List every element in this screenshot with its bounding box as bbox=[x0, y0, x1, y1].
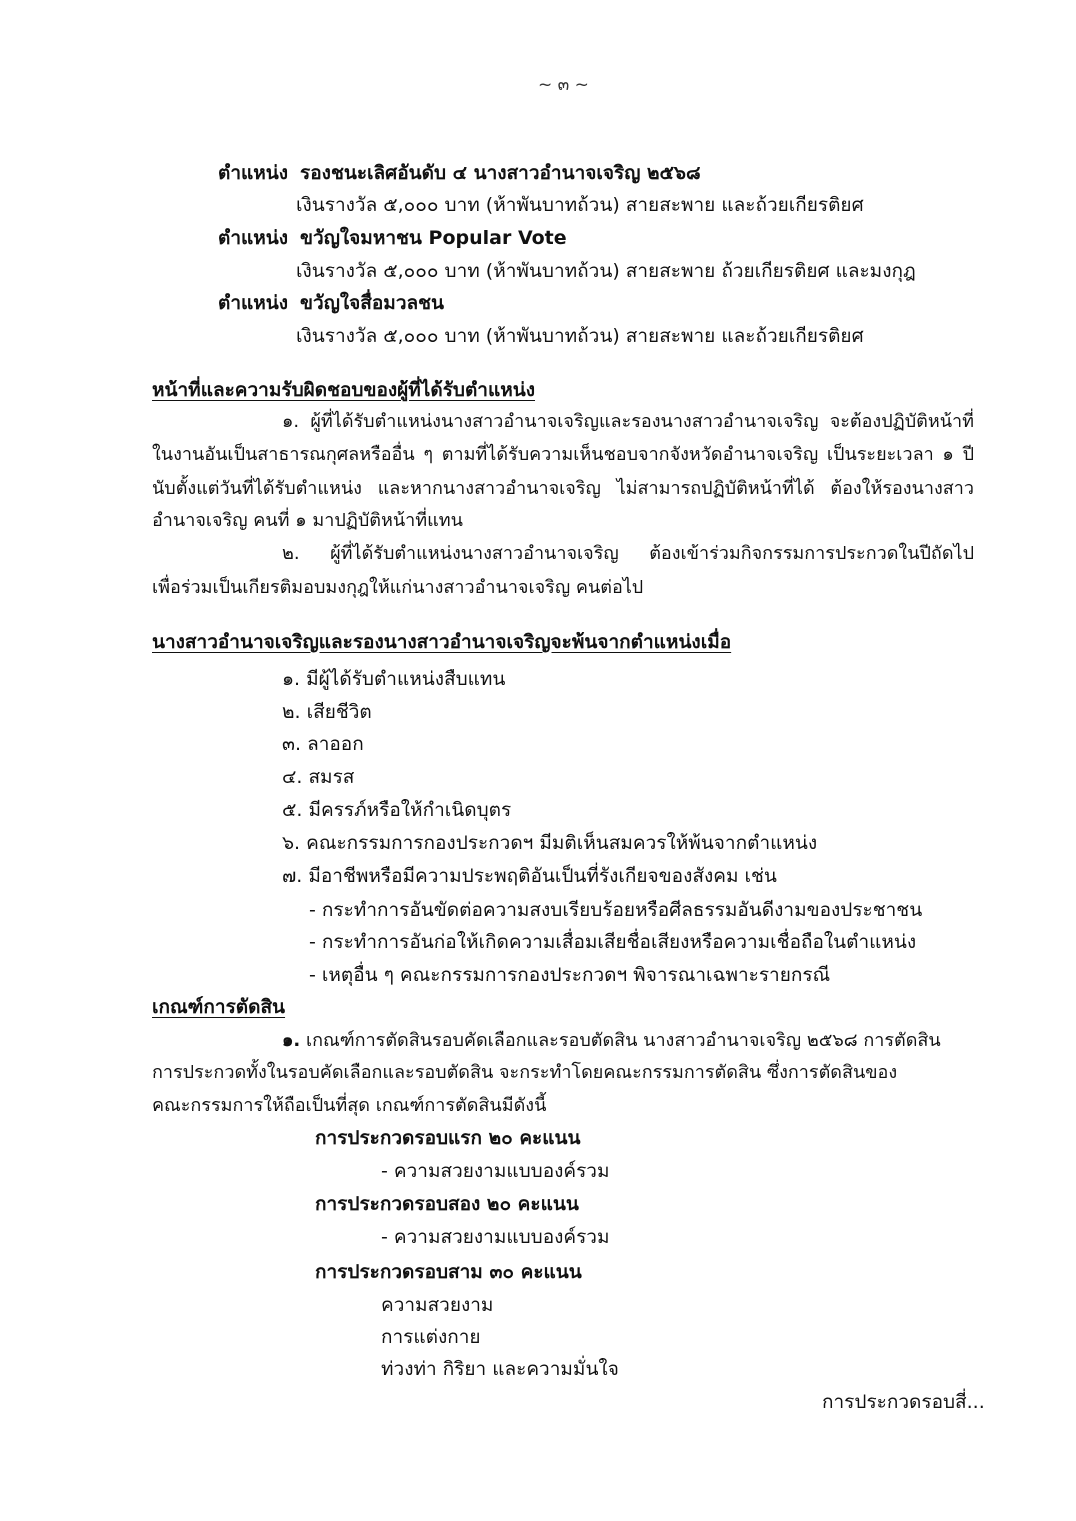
round-3-item-1: ความสวยงาม bbox=[381, 1294, 494, 1316]
criteria-intro-text: เกณฑ์การตัดสินรอบคัดเลือกและรอบตัดสิน นางสาวอำนาจเจริญ ๒๕๖๘ การตัดสิน bbox=[300, 1030, 941, 1051]
duties-heading: หน้าที่และความรับผิดชอบของผู้ที่ได้รับตำแหน่ง bbox=[152, 379, 536, 401]
round-3-title: การประกวดรอบสาม ๓๐ คะแนน bbox=[315, 1261, 582, 1283]
page-number: ~ ๓ ~ bbox=[538, 75, 589, 95]
criteria-intro-number: ๑. bbox=[282, 1030, 301, 1051]
position-prize-2: เงินรางวัล ๕,๐๐๐ บาท (ห้าพันบาทถ้วน) สายสะพาย ถ้วยเกียรติยศ และมงกุฎ bbox=[296, 260, 916, 282]
round-3-item-2: การแต่งกาย bbox=[381, 1326, 481, 1348]
position-label: ตำแหน่ง bbox=[218, 227, 289, 249]
duties-line-3: นับตั้งแต่วันที่ได้รับตำแหน่ง และหากนางสาวอำนาจเจริญ ไม่สามารถปฏิบัติหน้าที่ได้ ต้องให้รองนางสาว bbox=[152, 478, 974, 499]
duties-line-2: ในงานอันเป็นสาธารณกุศลหรืออื่น ๆ ตามที่ได้รับความเห็นชอบจากจังหวัดอำนาจเจริญ เป็นระยะเวลา ๑ ปี bbox=[152, 444, 974, 465]
position-heading-2 bbox=[218, 225, 567, 251]
termination-subitem-3: - เหตุอื่น ๆ คณะกรรมการกองประกวดฯ พิจารณาเฉพาะรายกรณี bbox=[309, 964, 831, 986]
termination-item-3: ๓. ลาออก bbox=[282, 733, 364, 755]
criteria-intro-line-1 bbox=[282, 1028, 941, 1054]
termination-subitem-2: - กระทำการอันก่อให้เกิดความเสื่อมเสียชื่อเสียงหรือความเชื่อถือในตำแหน่ง bbox=[309, 931, 917, 953]
position-title: ขวัญใจสื่อมวลชน bbox=[300, 292, 445, 314]
termination-item-6: ๖. คณะกรรมการกองประกวดฯ มีมติเห็นสมควรให้พ้นจากตำแหน่ง bbox=[282, 832, 818, 854]
termination-item-4: ๔. สมรส bbox=[282, 766, 355, 788]
termination-heading: นางสาวอำนาจเจริญและรองนางสาวอำนาจเจริญจะพ้นจากตำแหน่งเมื่อ bbox=[152, 631, 732, 653]
continuation-text: การประกวดรอบสี่... bbox=[822, 1391, 985, 1413]
termination-item-5: ๕. มีครรภ์หรือให้กำเนิดบุตร bbox=[282, 799, 512, 821]
round-2-item-1: - ความสวยงามแบบองค์รวม bbox=[381, 1226, 610, 1248]
termination-item-7: ๗. มีอาชีพหรือมีความประพฤติอันเป็นที่รังเกียจของสังคม เช่น bbox=[282, 865, 777, 887]
criteria-heading: เกณฑ์การตัดสิน bbox=[152, 996, 286, 1018]
position-title: ขวัญใจมหาชน Popular Vote bbox=[300, 227, 567, 249]
duties-line-5: ๒. ผู้ที่ได้รับตำแหน่งนางสาวอำนาจเจริญ ต้องเข้าร่วมกิจกรรมการประกวดในปีถัดไป bbox=[282, 543, 974, 564]
termination-item-1: ๑. มีผู้ได้รับตำแหน่งสืบแทน bbox=[282, 668, 506, 690]
duties-line-4: อำนาจเจริญ คนที่ ๑ มาปฏิบัติหน้าที่แทน bbox=[152, 510, 463, 531]
position-prize-3: เงินรางวัล ๕,๐๐๐ บาท (ห้าพันบาทถ้วน) สายสะพาย และถ้วยเกียรติยศ bbox=[296, 325, 864, 347]
criteria-intro-line-3: คณะกรรมการให้ถือเป็นที่สุด เกณฑ์การตัดสินมีดังนี้ bbox=[152, 1095, 547, 1116]
position-label: ตำแหน่ง bbox=[218, 162, 289, 184]
termination-subitem-1: - กระทำการอันขัดต่อความสงบเรียบร้อยหรือศีลธรรมอันดีงามของประชาชน bbox=[309, 899, 923, 921]
position-title: รองชนะเลิศอันดับ ๔ นางสาวอำนาจเจริญ ๒๕๖๘ bbox=[300, 162, 701, 184]
duties-line-1: ๑. ผู้ที่ได้รับตำแหน่งนางสาวอำนาจเจริญและรองนางสาวอำนาจเจริญ จะต้องปฏิบัติหน้าที่ bbox=[282, 411, 974, 432]
duties-line-6: เพื่อร่วมเป็นเกียรติมอบมงกุฎให้แก่นางสาวอำนาจเจริญ คนต่อไป bbox=[152, 577, 644, 598]
position-heading-3 bbox=[218, 290, 444, 316]
round-1-title: การประกวดรอบแรก ๒๐ คะแนน bbox=[315, 1127, 581, 1149]
position-prize-1: เงินรางวัล ๕,๐๐๐ บาท (ห้าพันบาทถ้วน) สายสะพาย และถ้วยเกียรติยศ bbox=[296, 194, 864, 216]
round-3-item-3: ท่วงท่า กิริยา และความมั่นใจ bbox=[381, 1358, 619, 1380]
termination-item-2: ๒. เสียชีวิต bbox=[282, 701, 372, 723]
round-1-item-1: - ความสวยงามแบบองค์รวม bbox=[381, 1160, 610, 1182]
position-label: ตำแหน่ง bbox=[218, 292, 289, 314]
criteria-intro-line-2: การประกวดทั้งในรอบคัดเลือกและรอบตัดสิน จะกระทำโดยคณะกรรมการตัดสิน ซึ่งการตัดสินของ bbox=[152, 1062, 898, 1083]
round-2-title: การประกวดรอบสอง ๒๐ คะแนน bbox=[315, 1193, 579, 1215]
position-heading-1 bbox=[218, 160, 701, 186]
